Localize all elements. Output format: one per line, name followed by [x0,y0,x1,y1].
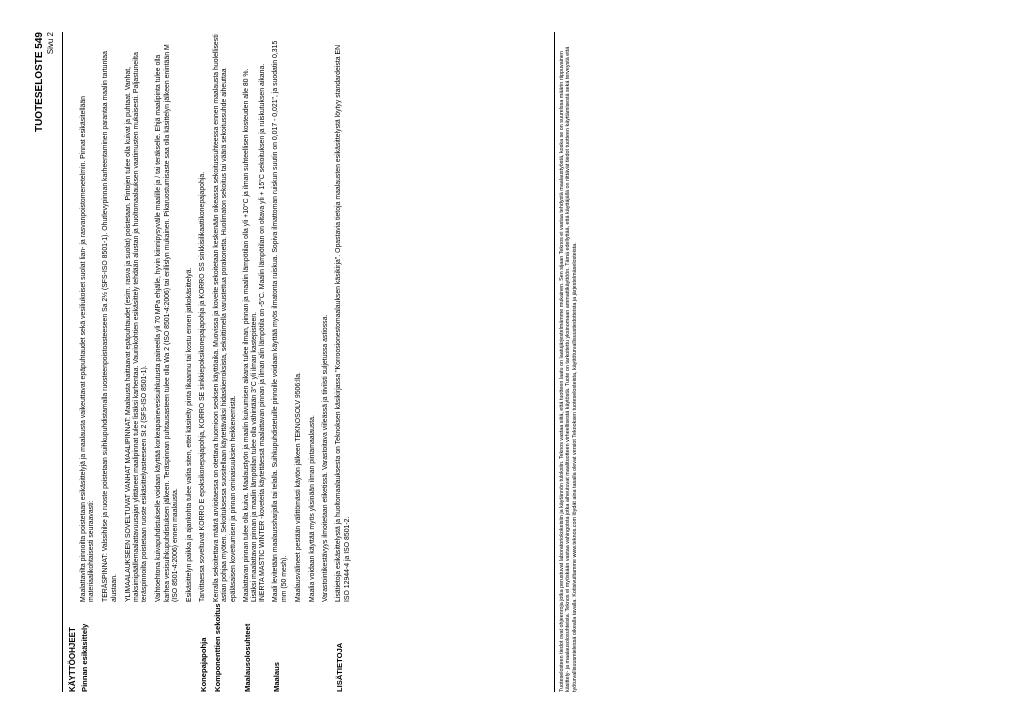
section-body [243,34,268,602]
section-paragraph: Esikäsittelyn paikka ja ajankohta tulee valita siten, ettei käsitelty pinta likaannu tai kostu ennen jatkokäsittelyä. [186,267,194,602]
section-paragraph: Maali levitetään maalaussharjalla tai telalla. Suihkupuhdistetuille pinnoille voidaan käyttää myös ilmatonta ruiskua. Sopiva ilmattoman ruiskun suutin on 0,017 - 0,021", ja suodatin 0,315 mm (50 mesh). [272,40,288,602]
rotated-content [34,32,674,692]
page-number: Sivu 2 [46,32,55,55]
section-row [199,32,208,692]
section-paragraph: Varastointikestävyys ilmoitetaan etiketissä. Varastoitava viileässä ja tiiviisti suljetussa astiossa. [322,314,330,602]
section-body [213,34,238,602]
section-paragraph: Vaihtoehtona kuivapuhdistukselle voidaan käyttää korkeapainevesisuihkutusta paineella yli 70 MPa ehjälle, hyvin kiinnipysyvälle maalille ja / tai teräkselle. Ehjä maalipinta tulee olla karhea vesisuihkupuhdistuksen jälkeen. Teräspinnan puhtausasteen tulee olla Wa 2 (ISO 8501-4:2006) tai erillislyn mukainen. Pikaruostumisaste saa olla käsittelyn jälkeen enintään M (ISO 8501-4:2006) ennen maalausta. [155,44,179,602]
section-row [243,32,268,692]
section-label: Komponenttien sekoitus [213,603,223,692]
section-body [335,34,351,602]
section-paragraph: YLIMAALAUKSEEN SOVELTUVAT VANHAT MAALIPINNAT: Maalausta haittaavat epäpuhtaudet (esim. rasva ja suolat) poistetaan. Pintojen tulee olla kuivat ja puhtaat. Vanhat, maksimipäällemaalattavuusajan ylittäneet maalipinnat tulee lisäksi karhentaa. Vauriokohtien esikäsittely tehdään alustan ja huoltomaalauksen vaatimusten mukaisesti. Paljastuneilta teräspinnoilta poistetaan ruoste esikäsittelyasteeseen St 2 (SFS-ISO 8501-1). [124,52,149,602]
header-rule [62,32,63,692]
section-paragraph: Maalattavilta pinnoilta poistetaan esikäsittelyjä ja maalausta vaikeuttavat epäpuhtaudet sekä vesiliukoiset suolat lian- ja rasvanpoistomenetelmin. Pinnat esikäsitellään materiaalikohtaisesti seuraavasti: [80,96,96,602]
section-label: Konepajapohja [199,637,209,692]
section-label: Pinnan esikäsittely [80,623,89,692]
section-body [199,34,208,602]
section-row [335,32,351,692]
section-row [80,32,194,692]
document-title: TUOTESELOSTE 549 [34,32,45,133]
disclaimer-text: Tuoteselosteen tiedot ovat ohjeenroja jotka perustuvat laboratoriokokeisiin ja käytännön tuloksiin. Teknos vastaa siitä, että tuotteen laatu on laatujärjestelmämme mukainen. Sen sijaan Teknos ei vastaa tehdystä maalaustyöstä, koska se on suurelssa määrin riippuvainen käsittely- ja maalausolosuhteista. Teknos ei myöskään vastaa vahingoista jotka aiheutuvat maalituotteen virheellisestä käytöstä. Tuote on tarkoitettu yksinomaan ammattikäyttöön. Tämä edellyttää, että käyttäjällä on riittävät tiedot tuotteen käyttämisestä sekä terveystä että työturvallisuusmielessä oikealla tavalla. Kotisivuiltamme www.teknos.com löydät aina tasalla olevat versiot Teknoksen tuoteselosteista, käyttöturvallisuustiedotteista ja järjestelmäselosteista. [559,46,578,692]
section-paragraph: Lisätietoja esikäsittelystä ja huoltomaalauksesta on Teknoksen käsikirjassa "Korroosionestomaalauksen käsikirja". Opastavia tietoja maalausten esikäsittelystä löytyy standardeista EN ISO 12944-4 ja ISO 8501-2. [335,44,351,602]
section-heading: KÄYTTÖOHJEET [68,627,77,692]
section-row [322,32,330,692]
section-label: Maalaus [272,662,282,692]
section-paragraph: TERÄSPINNAT: Valssihilse ja ruoste poistetaan suihkupuhdistamalla ruosteenpoistoasteeseen Sa 2½ (SFS-ISO 8501-1). Ohutlevypinnan karheentaminen parantaa maalin tartuntaa alustaan. [102,51,118,602]
section-row [272,32,317,692]
section-paragraph: Maalattavan pinnan tulee olla kuiva. Maalaustyön ja maalin kuivumisen aikana tulee ilman, pinnan ja maalin lämpötilan olla yli +10°C ja ilman suhteellisen kosteuden alle 80 %. Lisäksi maalattavan pinnan ja maalin lämpötilan tulee olla vähintään 3°C yli ilman kastepisteen. INERTA MASTIC WINTER -koveteita käytettäessä maalattavan pinnan ja ilman alin lämpötila on -5°C. Maalin lämpötilan on oltava yli + 15°C sekoituksen ja ruiskutuksen aikana. [242,63,267,602]
section-body [272,34,317,602]
section-paragraph: Maalausvälineet pestään välittömästi käytön jälkeen TEKNOSOLV 9506:lla. [294,372,302,602]
section-body [80,34,194,602]
section-paragraph: Kerralla sekoitettava määrä arvioitaessa on otettava huomioon seoksen käyttöaika. Muovissa ja koveite sekoitetaan keskenään oikeassa sekoitussuhteessa ennen maalausta huolellisesti astian pohjaa myöten. Sekoituksessa suositellaan käytettäväksi hidaskierroksista, sekoittimella varustettua porakonetta. Huolimaton sekoitus tai väärä sekoitussuhde aiheuttaa epäläsaisen kovettumisen ja pinnan ominaisuuksien heikkenemistä. [213,34,237,602]
section-label: LISÄTIETOJA [335,642,345,692]
section-body [322,34,330,602]
section-label [322,602,330,692]
section-paragraph: Tarvittaessa soveltuvat KORRO E epoksikonepajapohja, KORRO SE sinkkiepoksikonepajapohja ja KORRO SS sinkkisilikaattikonepajapohja. [199,171,207,602]
section-label: Maalausolosuhteet [242,623,252,692]
section-paragraph: Maalia voidaan käyttää myös yksinään ilman pintamaalausta. [309,415,317,602]
sections-container [80,32,357,692]
section-row [213,32,238,692]
footer-rule [554,32,555,692]
